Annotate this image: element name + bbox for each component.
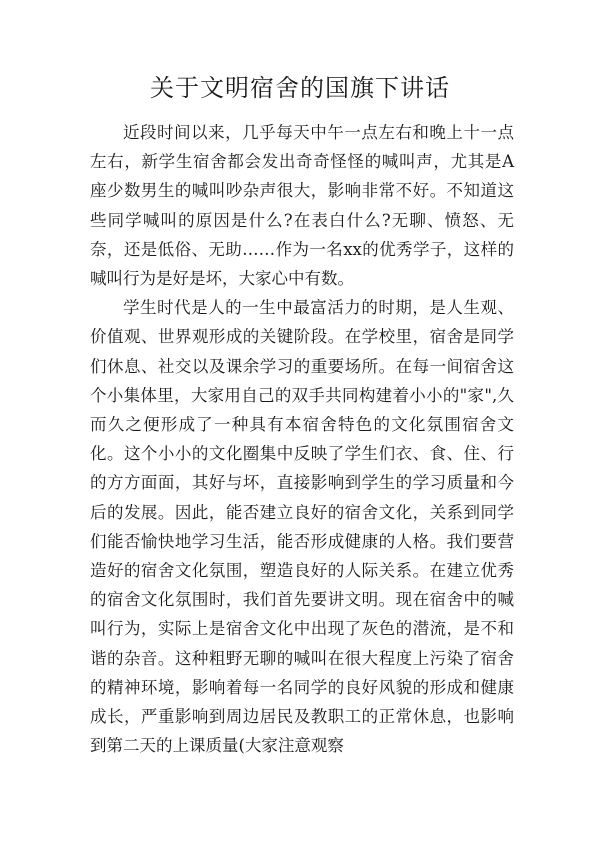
paragraph-1: 近段时间以来，几乎每天中午一点左右和晚上十一点左右，新学生宿舍都会发出奇奇怪怪的喊叫声，尤其是A座少数男生的喊叫吵杂声很大，影响非常不好。不知道这些同学喊叫的原因是什么?在表白什么?无聊、愤怒、无奈，还是低俗、无助……作为一名xx的优秀学子，这样的喊叫行为是好是坏，大家心中有数。 (90, 123, 514, 289)
paragraph-2: 学生时代是人的一生中最富活力的时期，是人生观、价值观、世界观形成的关键阶段。在学校里，宿舍是同学们休息、社交以及课余学习的重要场所。在每一间宿舍这个小集体里，大家用自己的双手共同构建着小小的"家",久而久之便形成了一种具有本宿舍特色的文化氛围宿舍文化。这个小小的文化圈集中反映了学生们衣、食、住、行的方方面面，其好与坏，直接影响到学生的学习质量和今后的发展。因此，能否建立良好的宿舍文化，关系到同学们能否愉快地学习生活，能否形成健康的人格。我们要营造好的宿舍文化氛围，塑造良好的人际关系。在建立优秀的宿舍文化氛围时，我们首先要讲文明。现在宿舍中的喊叫行为，实际上是宿舍文化中出现了灰色的潜流，是不和谐的杂音。这种粗野无聊的喊叫在很大程度上污染了宿舍的精神环境，影响着每一名同学的良好风貌的形成和健康成长，严重影响到周边居民及教职工的正常休息，也影响到第二天的上课质量(大家注意观察 (90, 298, 514, 756)
document-title: 关于文明宿舍的国旗下讲话 (150, 74, 450, 102)
document-body (90, 118, 514, 760)
